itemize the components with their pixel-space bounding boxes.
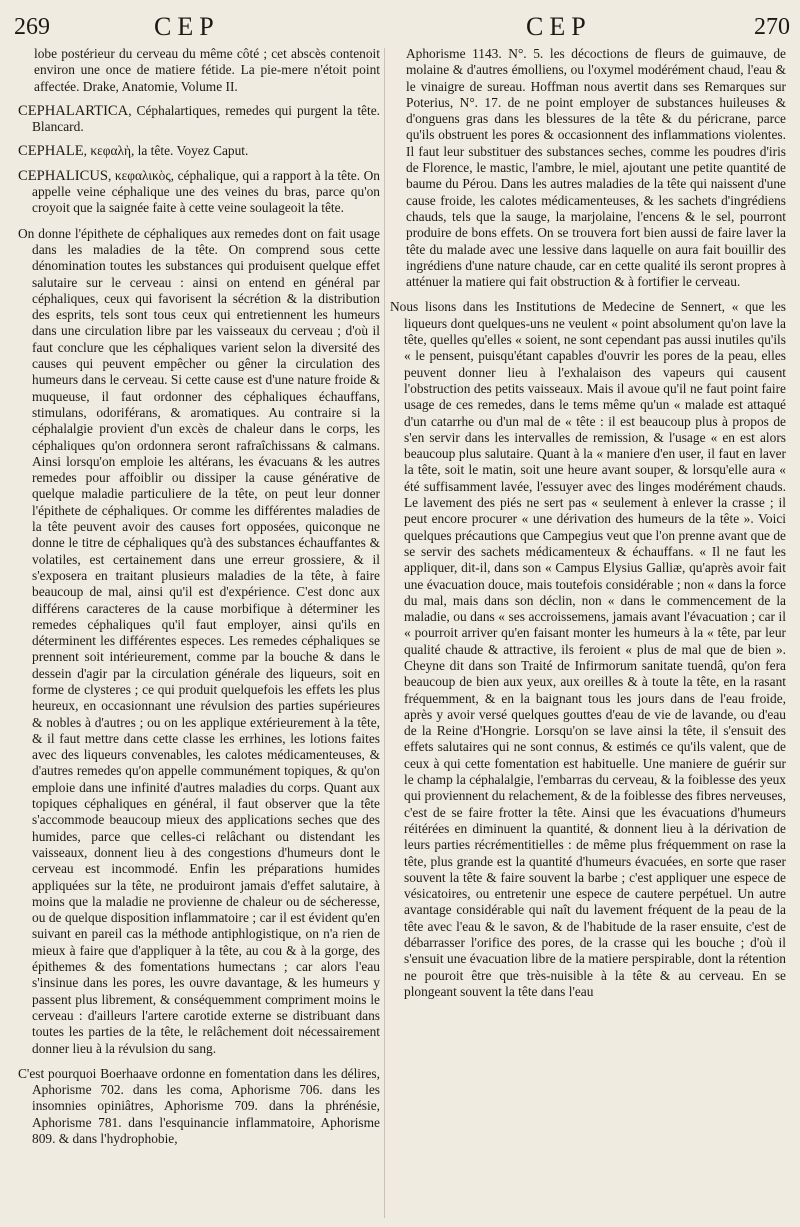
entry-headword: CEPHALICUS <box>18 167 109 184</box>
entry-text: , κεφαλικὸς, céphalique, qui a rapport à la tête. On appelle veine céphalique une des veines du bras, parce qu'on croyoit que la saignée faite à cette veine soulageoit la tête. <box>32 167 380 216</box>
continuation-text: lobe postérieur du cerveau du même côté ; cet abscès contenoit environ une once de matiere fétide. La pie-mere n'étoit point affectée. Drake, Anatomie, Volume II. <box>34 46 380 94</box>
right-column <box>390 46 786 1222</box>
paragraph-boerhaave: C'est pourquoi Boerhaave ordonne en fomentation dans les délires, Aphorisme 702. dans les coma, Aphorisme 706. dans les insomnies opiniâtres, Aphorisme 709. dans la phrénésie, Aphorisme 781. dans l'esquinancie inflammatoire, Aphorisme 809. & dans l'hydrophobie, <box>18 1065 380 1146</box>
paragraph-sennert: Nous lisons dans les Institutions de Medecine de Sennert, « que les liqueurs dont quelques-uns ne veulent « point absolument qu'on lave la tête, quelles qu'elles « soient, ne sont cependant pas aussi inutiles qu'ils « le pensent, puisqu'étant capables d'ouvrir les pores de la peau, elles peuvent donner lieu à l'exhalaison des vapeurs qui causent l'obstruction des petits vaisseaux. Mais il avoue qu'il ne faut point faire usage de ces remedes, dans le tems même qu'un « malade est attaqué d'un catarrhe ou d'un mal de « tête : il est beaucoup plus à propos de s'en servir dans les intervalles de remission, & l'usage « en est alors beaucoup plus salutaire. Quant à la « maniere d'en user, il faut en laver la tête, soit le matin, soit une heure avant souper, & lorsqu'elle aura « été suffisamment lavée, l'essuyer avec des linges modérément chauds. Le lavement des piés ne sert pas « seulement à enlever la crasse ; il peut encore procurer « une dérivation des humeurs de la tête ». Voici quelques précautions que Campegius veut que l'on prenne avant que de se servir des sachets médicamenteux & échauffans. « Il ne faut les appliquer, dit-il, dans son « Campus Elysius Galliæ, qu'après avoir fait une évacuation douce, mais toutefois considérable ; non « dans la force du mal, mais dans son déclin, non « dans le commencement de la maladie, ou dans « ses accroissemens, jamais avant l'évacuation ; car il « pourroit arriver qu'en faisant monter les humeurs à la « tête, par leur qualité chaude & attractive, ils feroient « plus de mal que de bien ». Cheyne dit dans son Traité de Infirmorum sanitate tuendâ, qu'on fera beaucoup de bien aux yeux, aux oreilles & à toute la tête, en la rasant fréquemment, & en la baignant tous les jours dans de l'eau froide, après y avoir versé quelques gouttes d'eau de vie de lavande, ou d'eau de la Reine d'Hongrie. Lorsqu'on se lave ainsi la tête, il s'ensuit des effets salutaires qui ne sont connus, & estimés ce qu'ils valent, que de ceux à qui cette fomentation est habituelle. Une maniere de guérir sur le champ la céphalalgie, l'embarras du cerveau, & la foiblesse des yeux qui proviennent du relachement, & de la foiblesse des fibres nerveuses, c'est de se faire frotter la tête. Ainsi que les évacuations d'humeurs réitérées en diminuent la quantité, & donnent lieu à la dérivation de leurs parties récrémentitielles : de même plus fréquemment on rase la tête, plus grande est la quantité d'humeurs évacuées, en sorte que raser souvent la tête & faire souvent la barbe ; c'est appliquer une espece de vésicatoires, ou entretenir une espece de cautere perpétuel. Un autre avantage considérable qui naît du lavement fréquent de la peau de la tête avec l'eau & le savon, & de l'habitude de la raser ensuite, c'est de débarrasser l'orifice des pores, de la crasse qui les bouche ; d'où il s'ensuit une évacuation libre de la matiere perspirable, dont la rétention ne pouroit être que très-nuisible à la tête & au cerveau. En se plongeant souvent la tête dans l'eau <box>390 299 786 999</box>
entry-cephalicus <box>18 168 380 217</box>
entry-text: , κεφαλὴ, la tête. Voyez Caput. <box>83 143 249 159</box>
entry-headword: CEPHALE <box>18 143 84 160</box>
entry-text: , Céphalartiques, remedes qui purgent la tête. Blancard. <box>32 102 380 135</box>
entry-cephalartica <box>18 103 380 136</box>
entry-headword: CEPHALARTICA <box>18 102 129 119</box>
entry-cephale <box>18 143 380 159</box>
left-page-number: 269 <box>14 14 50 40</box>
column-divider <box>384 48 385 1218</box>
paragraph-aphorisme: Aphorisme 1143. N°. 5. les décoctions de fleurs de guimauve, de molaine & d'autres émolliens, ou l'oxymel modérément chaud, l'eau & le vinaigre de sureau. Hoffman nous avertit dans ses Remarques sur Poterius, N°. 17. de ne point employer de substances huileuses & d'onguens gras dans les blessures de la tête & du péricrane, parce qu'ils obstruent les pores & occasionnent des inflammations violentes. Il faut leur substituer des substances seches, comme les poudres d'iris de Florence, le mastic, l'ambre, le miel, ajoutant une petite quantité de baume du Pérou. Dans les autres maladies de la tête qui naissent d'une cause froide, les calotes médicamenteuses, & les sachets d'ingrédiens chauds, tels que la sauge, la marjolaine, l'encens & le sel, pourront produire de bons effets. On se trouvera fort bien aussi de faire laver la tête du malade avec une lessive dans laquelle on aura fait bouillir des ingrédiens d'une nature chaude, car en cette qualité ils seront propres à atténuer la matiere qui fait obstruction & à fortifier le cerveau. <box>406 46 786 290</box>
page-header <box>14 12 790 46</box>
right-running-head: CEP <box>526 12 592 41</box>
right-page-number: 270 <box>754 14 790 40</box>
left-running-head: CEP <box>154 12 220 41</box>
paragraph-cephaliques: On donne l'épithete de céphaliques aux remedes dont on fait usage dans les maladies de la tête. On comprend sous cette dénomination toutes les substances qui produisent quelque effet salutaire sur le cerveau : ainsi on entend en général par céphaliques, ceux qui favorisent la sécrétion & la distribution des esprits, tels sont tous ceux qui entretiennent les humeurs dans une circulation libre par les vaisseaux du cerveau ; d'où il faut conclure que les céphaliques varient selon la diversité des causes qui peuvent empêcher ou gêner la circulation des humeurs dans le cerveau. Si cette cause est d'une nature froide & muqueuse, il faut ordonner des céphaliques échauffans, stimulans, odoriférans, & aromatiques. Au contraire si la céphalalgie provient d'un excès de chaleur dans le corps, les céphaliques qu'on ordonnera seront rafraîchissans & calmans. Ainsi lorsqu'on emploie les altérans, les évacuans & les autres remedes pour affoiblir ou dissiper la cause générative de quelque maladie particuliere de la tête, on peut leur donner l'épithete de céphaliques. Or comme les différentes maladies de la tête peuvent avoir des causes fort opposées, quiconque ne donne le titre de céphaliques qu'à des substances échauffantes & volatiles, est certainement dans une erreur grossiere, & il s'exposera en traitant plusieurs maladies de la tête, à faire beaucoup de mal, ainsi qu'il est d'expérience. C'est donc aux différens caracteres de la cause morbifique à déterminer les remedes céphaliques qu'il faut employer, ainsi qu'ils en déterminent les différentes especes. Les remedes céphaliques se prennent soit intérieurement, comme par la bouche & dans le dessein d'agir par la circulation générale des liqueurs, soit en forme de clysteres ; ce qui produit quelquefois les effets les plus heureux, en occasionnant une révulsion des parties supérieures & nobles à d'autres ; ou on les applique extérieurement à la tête, & il faut mettre dans cette classe les errhines, les lotions faites avec des liqueurs convenables, les calotes médicamenteuses, & d'autres remedes qu'on appelle communément topiques, & qu'on emploie dans une infinité d'autres maladies du corps. Quant aux topiques céphaliques en général, il faut observer que la tête s'accommode beaucoup mieux des applications seches que des humides, parce que celles-ci relâchant ou distendant les vaisseaux, donnent lieu à des congestions d'humeurs dont le cerveau est incommodé. Enfin les préparations humides appliquées sur la tête, ne produiront jamais d'effet salutaire, à moins que la maladie ne provienne de chaleur ou de sécheresse, ou de quelque disposition inflammatoire ; car il est évident qu'en suivant en pareil cas la méthode antiphlogistique, on n'a rien de mieux à faire que d'appliquer à la tête, au cou & à la gorge, des épithemes & des fomentations humectans ; car alors l'eau s'insinue dans les pores, les ouvre davantage, & les humeurs y passent plus librement, & conséquemment compriment moins le cerveau : d'ailleurs l'artere carotide externe se distribuant dans toutes les parties de la tête, le relâchement doit nécessairement donner lieu à la révulsion du sang. <box>18 225 380 1056</box>
left-column <box>18 46 380 1222</box>
